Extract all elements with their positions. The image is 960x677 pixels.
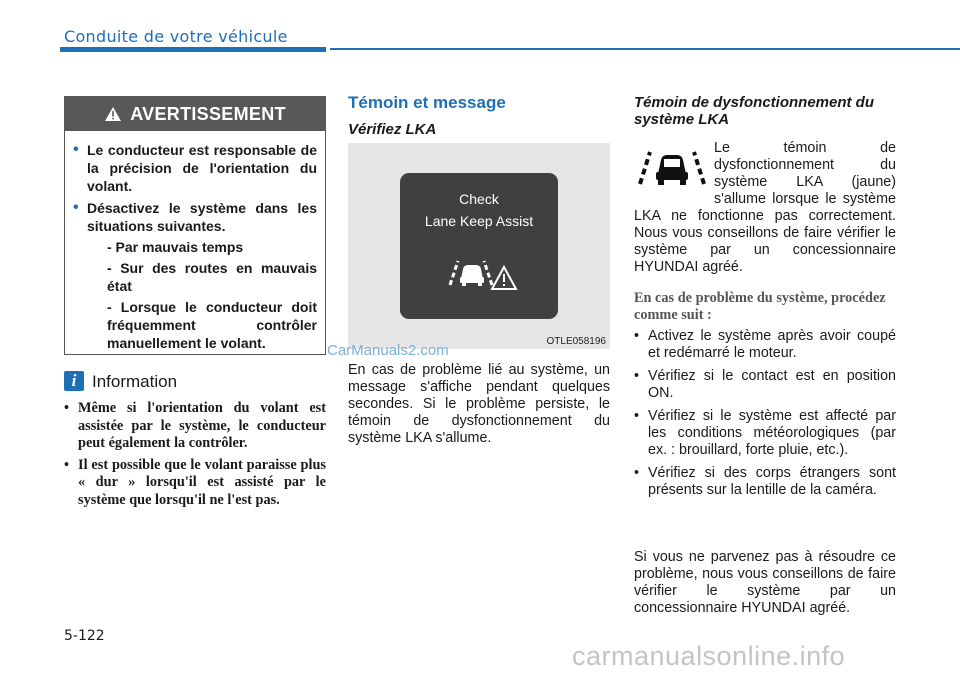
warning-dash-item: - Sur des routes en mauvais état xyxy=(107,260,317,294)
image-code: OTLE058196 xyxy=(546,336,606,347)
malfunction-title: Témoin de dysfonctionnement du système LKA xyxy=(634,94,875,128)
list-item: • Activez le système après avoir coupé et redémarré le moteur. xyxy=(634,328,896,362)
list-item: • Vérifiez si des corps étrangers sont présents sur la lentille de la caméra. xyxy=(634,465,896,499)
lka-warning-icon xyxy=(444,251,518,295)
warning-box xyxy=(64,96,326,355)
page-number: 5-122 xyxy=(64,628,105,644)
screen-text-lka: Lane Keep Assist xyxy=(424,213,534,229)
list-item: • Vérifiez si le contact est en position ON. xyxy=(634,368,896,402)
warning-dash-item: - Lorsque le conducteur doit fréquemment contrôler manuellement le volant. xyxy=(107,299,317,351)
cluster-display-image xyxy=(348,143,610,349)
site-watermark: CarManuals2.com xyxy=(327,342,449,359)
troubleshooting-list xyxy=(634,328,896,505)
closing-paragraph: Si vous ne parvenez pas à résoudre ce problème, nous vous conseillons de faire vérifier le système par un concessionnaire HYUNDAI agréé. xyxy=(634,549,896,616)
footer-watermark: carmanualsonline.info xyxy=(572,641,846,671)
malfunction-description: Le témoin de dysfonctionnement du système LKA (jaune) s'allume lorsque le système LKA ne fonctionne pas correctement. Nous vous conseillons de faire vérifier le système par un concessionnaire HYUNDAI agréé. xyxy=(634,140,896,275)
indicator-subtitle: Vérifiez LKA xyxy=(348,121,437,138)
warning-bullet: • Désactivez le système dans les situations suivantes. xyxy=(73,199,317,235)
info-icon: i xyxy=(64,371,84,391)
lka-malfunction-icon xyxy=(634,142,710,192)
cluster-screen xyxy=(400,173,558,319)
list-item: • Vérifiez si le système est affecté par les conditions météorologiques (par ex. : brouillard, forte pluie, etc.). xyxy=(634,408,896,459)
info-body xyxy=(64,400,326,513)
section-title: Conduite de votre véhicule xyxy=(64,27,288,46)
warning-title: AVERTISSEMENT xyxy=(130,103,286,124)
info-bullet: • Il est possible que le volant paraisse plus « dur » lorsqu'il est assisté par le système que lorsqu'il ne l'est pas. xyxy=(64,457,326,510)
indicator-title: Témoin et message xyxy=(348,93,506,112)
header-rule-thin xyxy=(330,48,960,50)
warning-dash-item: - Par mauvais temps xyxy=(107,239,244,255)
warning-bullet: • Le conducteur est responsable de la précision de l'orientation du volant. xyxy=(73,141,317,195)
info-bullet: • Même si l'orientation du volant est assistée par le système, le conducteur peut également la contrôler. xyxy=(64,400,326,453)
troubleshooting-heading: En cas de problème du système, procédez comme suit : xyxy=(634,290,886,323)
header-rule-thick xyxy=(60,47,326,52)
info-title: Information xyxy=(92,372,178,391)
warning-triangle-icon xyxy=(104,106,122,122)
warning-header xyxy=(65,97,325,131)
screen-text-check: Check xyxy=(459,191,499,207)
indicator-body: En cas de problème lié au système, un message s'affiche pendant quelques secondes. Si le problème persiste, le témoin de dysfonctionnement du système LKA s'allume. xyxy=(348,362,610,446)
